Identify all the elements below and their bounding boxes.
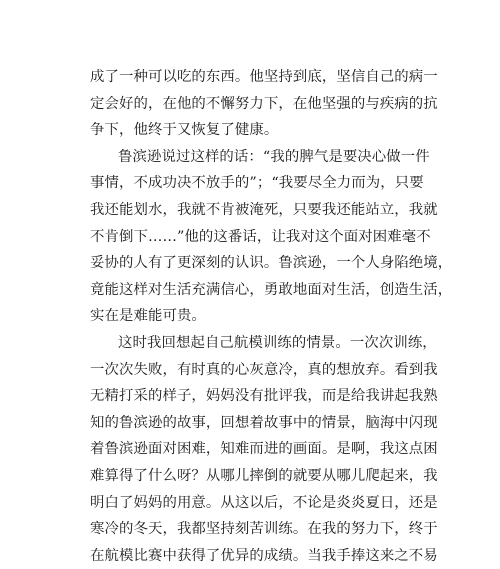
- text-line: 我还能划水，我就不肯被淹死，只要我还能站立，我就: [90, 201, 438, 218]
- text-line: 妥协的人有了更深刻的认识。鲁滨逊，一个人身陷绝境，: [90, 255, 453, 272]
- text-line: 竟能这样对生活充满信心，勇敢地面对生活，创造生活，: [90, 281, 453, 298]
- text-line: 鲁滨逊说过这样的话：“我的脾气是要决心做一件: [118, 148, 430, 165]
- text-line: 这时我回想起自己航模训练的情景。一次次训练，: [118, 334, 437, 351]
- text-line: 不肯倒下……”他的这番话，让我对这个面对困难毫不: [90, 228, 431, 245]
- text-line: 定会好的，在他的不懈努力下，在他坚强的与疾病的抗: [90, 95, 438, 112]
- text-line: 实在是难能可贵。: [90, 308, 206, 325]
- text-line: 成了一种可以吃的东西。他坚持到底，坚信自己的病一: [90, 69, 438, 85]
- text-line: 事情，不成功决不放手的”；“我要尽全力而为，只要: [90, 175, 424, 192]
- body-text: [90, 64, 453, 569]
- text-line: 难算得了什么呀？从哪儿摔倒的就要从哪儿爬起来，我: [90, 467, 438, 484]
- text-line: 着鲁滨逊面对困难，知难而进的画面。是啊，我这点困: [90, 441, 438, 458]
- text-line: 一次次失败，有时真的心灰意冷，真的想放弃。看到我: [90, 361, 438, 378]
- text-line: 知的鲁滨逊的故事，回想着故事中的情景，脑海中闪现: [90, 414, 438, 431]
- text-line: 无精打采的样子，妈妈没有批评我，而是给我讲起我熟: [90, 388, 438, 405]
- text-line: 明白了妈妈的用意。从这以后，不论是炎炎夏日，还是: [90, 494, 438, 511]
- text-line: 争下，他终于又恢复了健康。: [90, 122, 279, 139]
- text-line: 寒冷的冬天，我都坚持刻苦训练。在我的努力下，终于: [90, 521, 438, 538]
- text-line: 在航模比赛中获得了优异的成绩。当我手捧这来之不易: [90, 547, 438, 564]
